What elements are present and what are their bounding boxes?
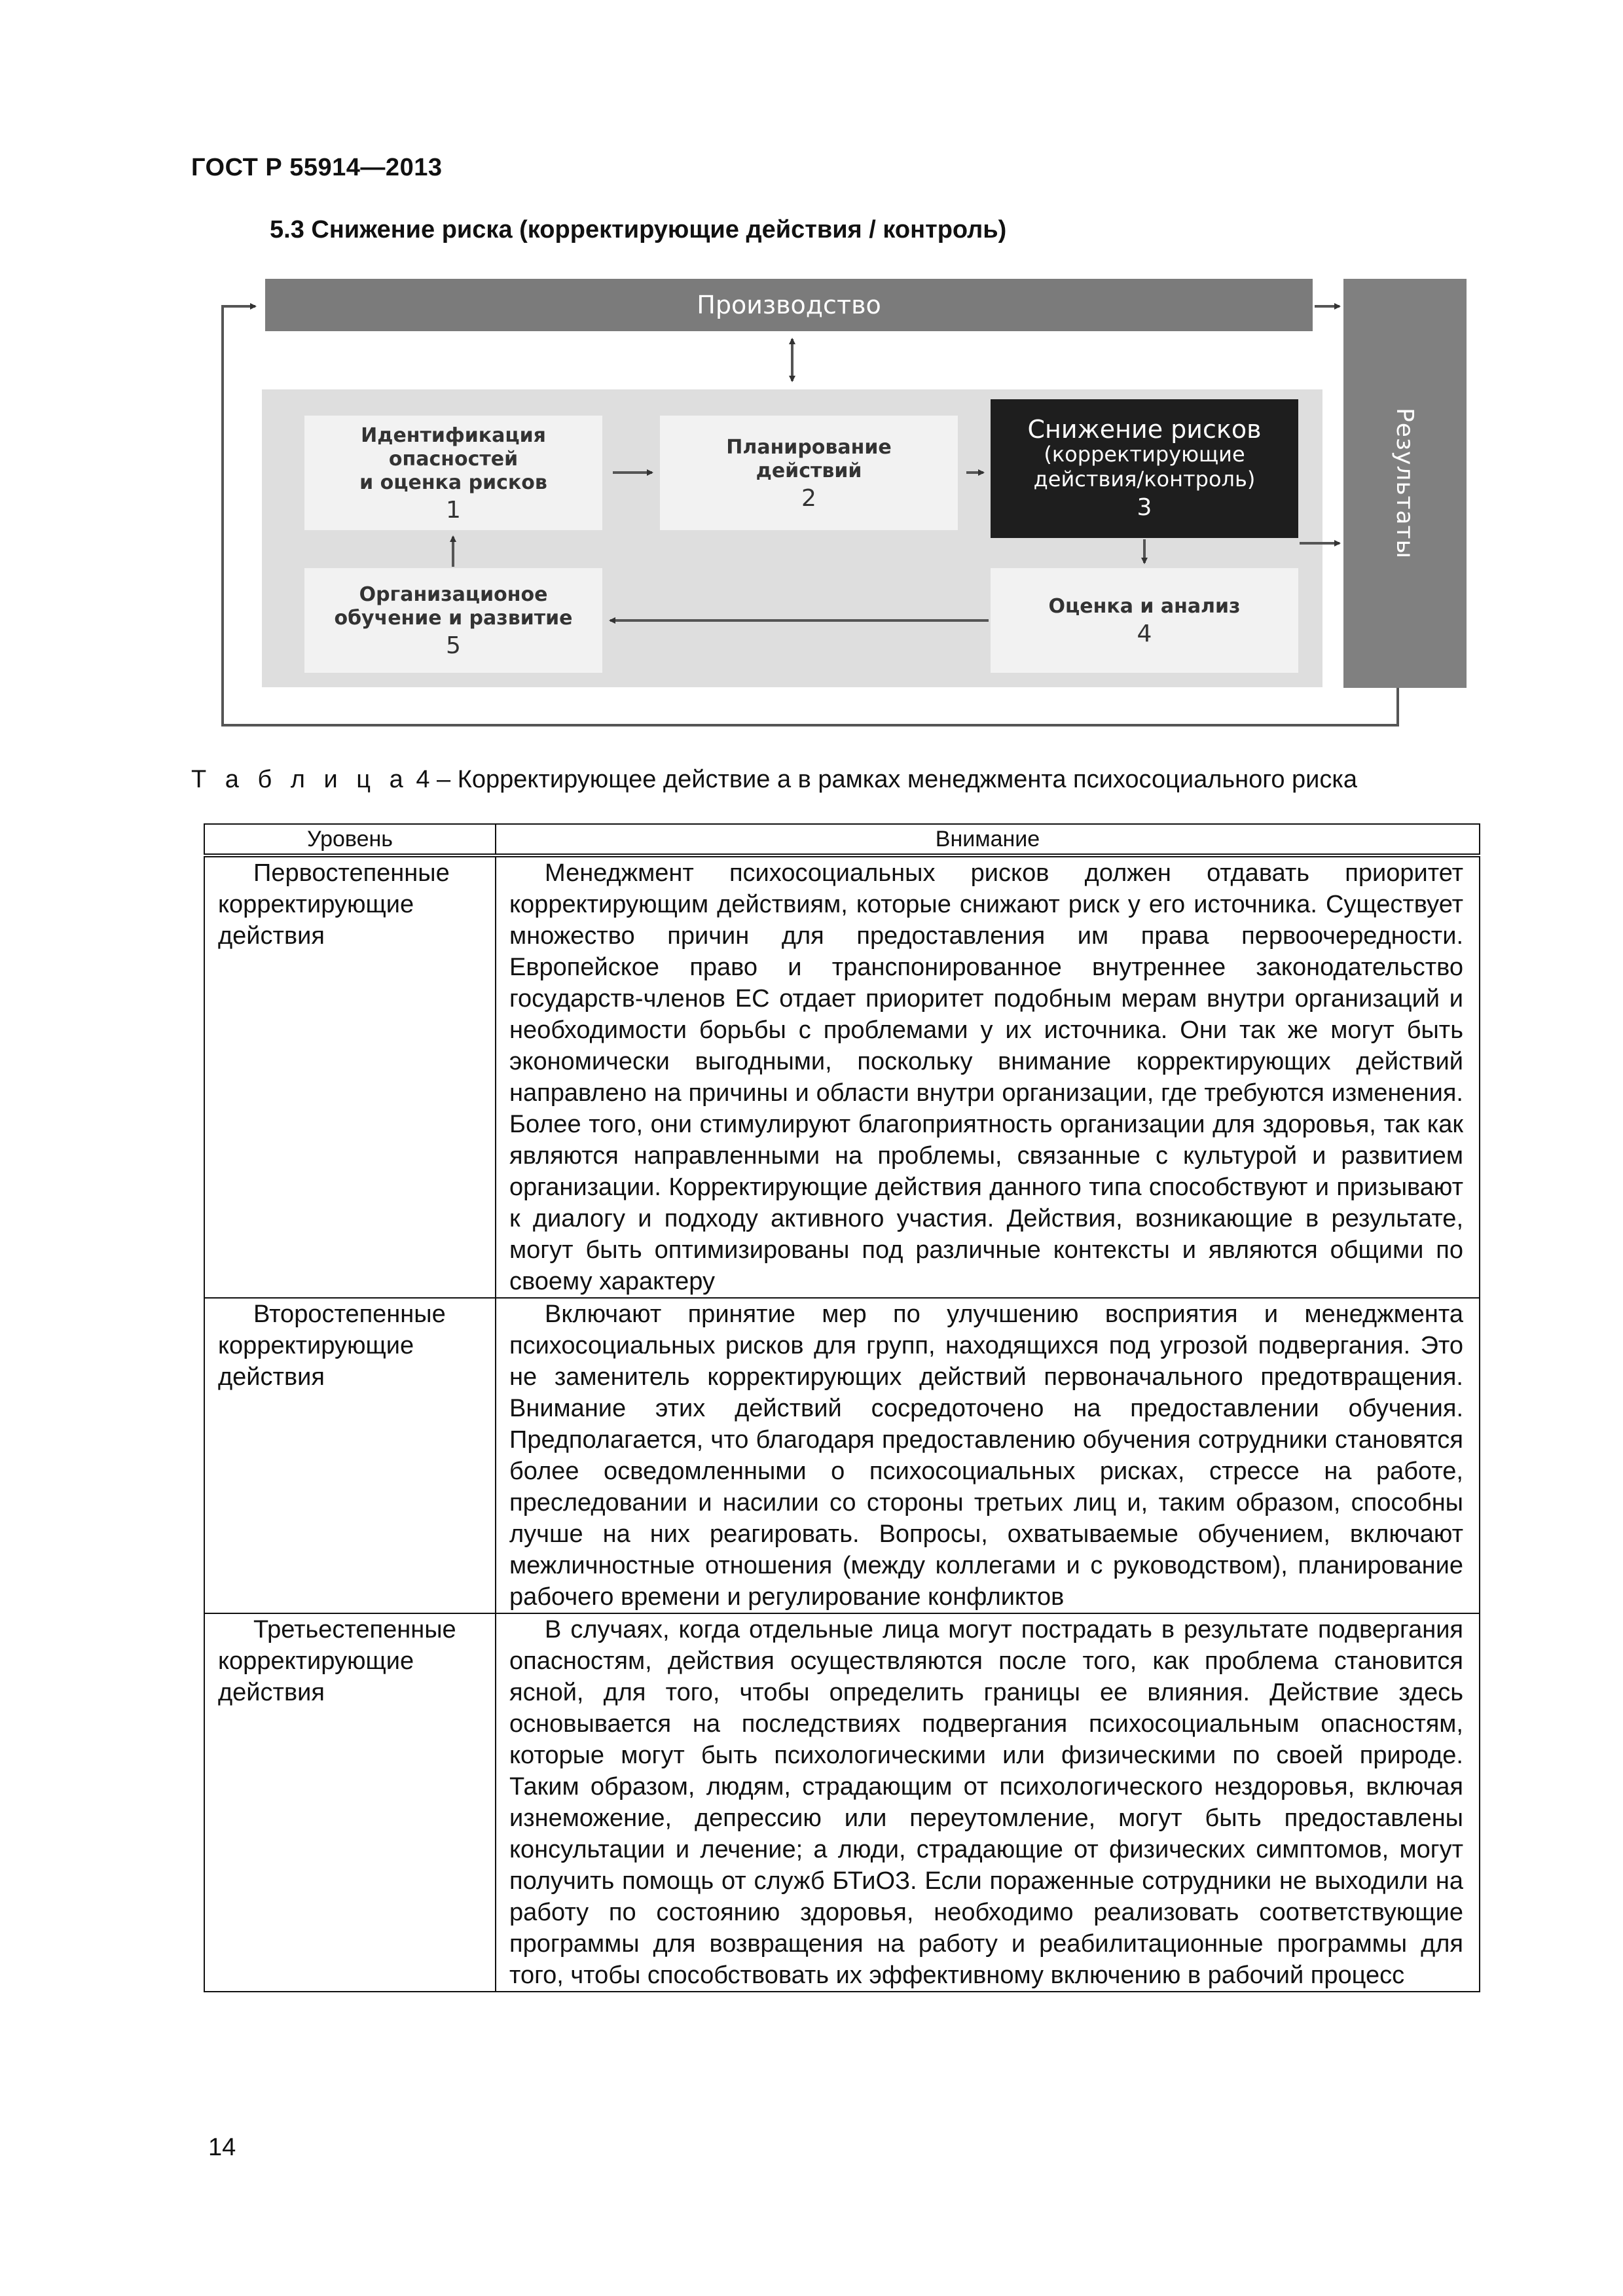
level-line3: действия bbox=[218, 1363, 325, 1391]
step-2-line1: Планирование bbox=[726, 435, 892, 459]
level-cell bbox=[204, 1298, 496, 1613]
header-attention: Внимание bbox=[496, 824, 1480, 855]
step-3-number: 3 bbox=[1137, 494, 1152, 521]
level-line1: Второстепенные bbox=[253, 1300, 446, 1328]
step-1-line3: и оценка рисков bbox=[359, 471, 547, 494]
level-line2: корректирующие bbox=[218, 1647, 414, 1675]
table-header-row bbox=[204, 824, 1480, 855]
step-1-line1: Идентификация bbox=[361, 423, 546, 447]
step-3-line1: Снижение рисков bbox=[1027, 415, 1262, 444]
step-5-number: 5 bbox=[446, 632, 461, 659]
level-line2: корректирующие bbox=[218, 891, 414, 918]
feedback-loop-line bbox=[223, 306, 1398, 725]
level-line2: корректирующие bbox=[218, 1332, 414, 1359]
table-caption-prefix: Т а б л и ц а bbox=[191, 766, 409, 793]
step-1-number: 1 bbox=[446, 496, 461, 524]
level-line3: действия bbox=[218, 922, 325, 950]
level-line3: действия bbox=[218, 1679, 325, 1706]
attention-cell: Менеджмент психосоциальных рисков должен отдавать приоритет корректирующим действиям, которые снижают риск у его источника. Существует множество причин для предоставления им права первоочередности. Европейское право и транспонированное внутреннее законодательство государств-членов ЕС отдает приоритет подобным мерам внутри организаций и необходимости борьбы с проблемами у их источника. Они так же могут быть экономически выгодными, поскольку внимание корректирующих действий направлено на причины и области внутри организации, где требуются изменения. Более того, они стимулируют благоприятность организации для здоровья, так как являются направленными на проблемы, связанные с культурой и развитием организации. Корректирующие действия данного типа способствуют и призывают к диалогу и подходу активного участия. Действия, возникающие в результате, могут быть оптимизированы под различные контексты и являются общими по своему характеру bbox=[496, 855, 1480, 1298]
table-caption-text: 4 – Корректирующее действие а в рамках менеджмента психосоциального риска bbox=[416, 766, 1357, 793]
step-1-line2: опасностей bbox=[388, 447, 519, 471]
step-3-line2: (корректирующие bbox=[1044, 442, 1245, 467]
attention-cell: В случаях, когда отдельные лица могут пострадать в результате подвергания опасностям, действия осуществляются после того, как проблема становится ясной, для того, чтобы определить границы ее влияния. Действие здесь основывается на последствиях подвергания психосоциальным опасностям, которые могут быть психологическими или физическими по своей природе. Таким образом, людям, страдающим от психологического нездоровья, включая изнеможение, депрессию или переутомление, могут быть предоставлены консультации и лечение; а люди, страдающие от физических симптомов, могут получить помощь от служб БТиОЗ. Если пораженные сотрудники не выходили на работу по состоянию здоровья, необходимо реализовать соответствующие программы для возвращения на работу и реабилитационные программы для того, чтобы способствовать их эффективному включению в рабочий процесс bbox=[496, 1613, 1480, 1992]
page-number: 14 bbox=[208, 2134, 236, 2161]
diagram-arrows bbox=[216, 275, 1480, 740]
table-row bbox=[204, 1613, 1480, 1992]
table-row bbox=[204, 855, 1480, 1298]
step-5-line2: обучение и развитие bbox=[334, 607, 573, 630]
risk-management-diagram bbox=[216, 275, 1480, 740]
corrective-actions-table bbox=[204, 823, 1480, 1992]
section-heading: 5.3 Снижение риска (корректирующие действия / контроль) bbox=[270, 216, 1007, 243]
level-line1: Третьестепенные bbox=[253, 1616, 456, 1643]
production-label: Производство bbox=[697, 291, 881, 319]
results-label: Результаты bbox=[1391, 408, 1419, 559]
step-2-number: 2 bbox=[801, 484, 816, 512]
step-5-line1: Организационое bbox=[359, 583, 548, 606]
level-cell bbox=[204, 1613, 496, 1992]
level-cell bbox=[204, 855, 496, 1298]
document-id: ГОСТ Р 55914—2013 bbox=[191, 154, 443, 181]
table-row bbox=[204, 1298, 1480, 1613]
table-caption bbox=[191, 766, 1357, 794]
step-3-line3: действия/контроль) bbox=[1033, 467, 1256, 492]
level-line1: Первостепенные bbox=[253, 859, 450, 887]
step-2-line2: действий bbox=[756, 459, 862, 482]
header-level: Уровень bbox=[204, 824, 496, 855]
step-4-number: 4 bbox=[1137, 620, 1152, 647]
attention-cell: Включают принятие мер по улучшению восприятия и менеджмента психосоциальных рисков для групп, находящихся под угрозой подвергания. Это не заменитель корректирующих действий первоначального предотвращения. Внимание этих действий сосредоточено на предоставлении обучения. Предполагается, что благодаря предоставлению обучения сотрудники становятся более осведомленными о психосоциальных рисках, стрессе на работе, преследовании и насилии со стороны третьих лиц и, таким образом, способны лучше на них реагировать. Вопросы, охватываемые обучением, включают межличностные отношения (между коллегами и с руководством), планирование рабочего времени и регулирование конфликтов bbox=[496, 1298, 1480, 1613]
step-4-line1: Оценка и анализ bbox=[1048, 595, 1241, 618]
